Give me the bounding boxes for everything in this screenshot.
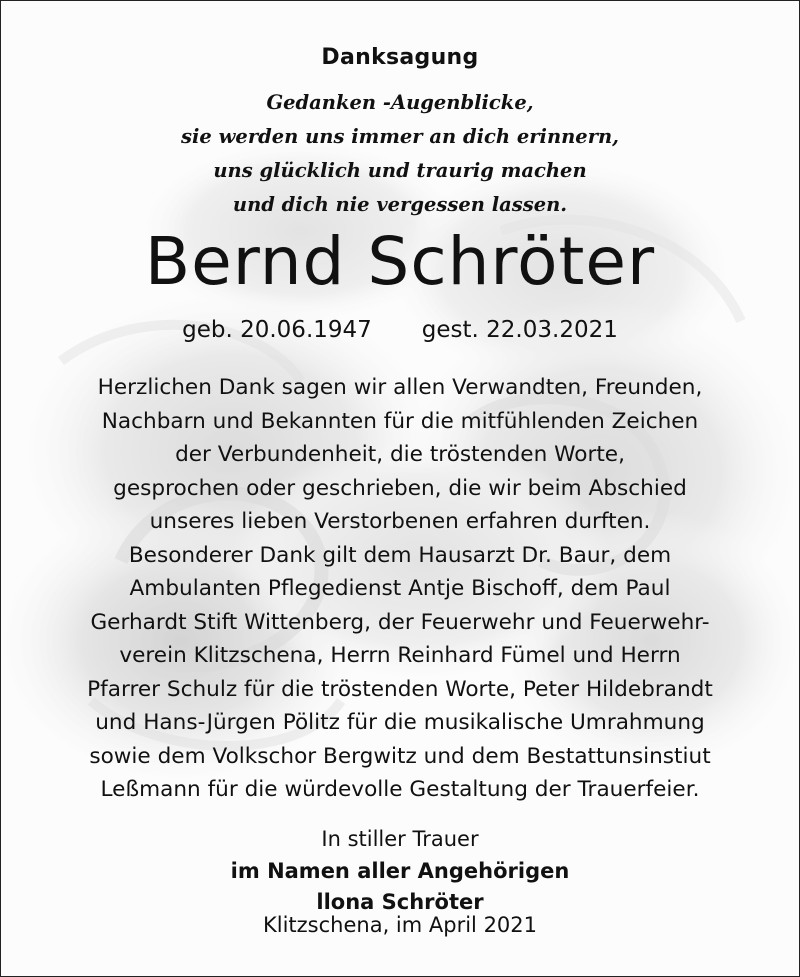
thanks-line: Pfarrer Schulz für die tröstenden Worte, Peter Hildebrandt	[87, 676, 713, 702]
death-date: gest. 22.03.2021	[421, 317, 618, 343]
thanks-line: Besonderer Dank gilt dem Hausarzt Dr. Baur, dem	[128, 542, 672, 568]
poem-line: uns glücklich und traurig machen	[213, 159, 587, 182]
widow-signature: llona Schröter	[316, 890, 484, 914]
poem-line: Gedanken -Augenblicke,	[266, 91, 534, 114]
heading-danksagung: Danksagung	[321, 45, 479, 70]
place-and-date: Klitzschena, im April 2021	[262, 913, 538, 937]
thanks-line: Nachbarn und Bekannten für die mitfühlenden Zeichen	[101, 408, 699, 434]
thanks-line: unseres lieben Verstorbenen erfahren durften.	[149, 509, 651, 534]
life-dates	[1, 317, 799, 343]
thanks-line: sowie dem Volkschor Bergwitz und dem Bestattunsinstiut	[89, 743, 711, 769]
birth-date: geb. 20.06.1947	[182, 317, 372, 343]
thanks-line: gesprochen oder geschrieben, die wir beim Abschied	[113, 475, 687, 501]
thanks-line: Leßmann für die würdevolle Gestaltung der Trauerfeier.	[100, 777, 700, 802]
thanks-line: verein Klitzschena, Herrn Reinhard Fümel und Herrn	[119, 643, 681, 668]
thanks-line: Herzlichen Dank sagen wir allen Verwandten, Freunden,	[97, 375, 703, 400]
thanks-line: der Verbundenheit, die tröstenden Worte,	[175, 442, 625, 467]
family-signature: im Namen aller Angehörigen	[230, 859, 570, 883]
thanks-line: und Hans-Jürgen Pölitz für die musikalische Umrahmung	[95, 710, 705, 735]
thanks-line: Ambulanten Pflegedienst Antje Bischoff, dem Paul	[129, 576, 671, 601]
thanks-text	[1, 371, 799, 807]
deceased-name: Bernd Schröter	[144, 223, 656, 300]
poem-line: und dich nie vergessen lassen.	[232, 193, 568, 216]
poem-line: sie werden uns immer an dich erinnern,	[181, 125, 619, 148]
closing-line: In stiller Trauer	[321, 827, 479, 851]
thanks-line: Gerhardt Stift Wittenberg, der Feuerwehr und Feuerwehr-	[90, 609, 710, 635]
